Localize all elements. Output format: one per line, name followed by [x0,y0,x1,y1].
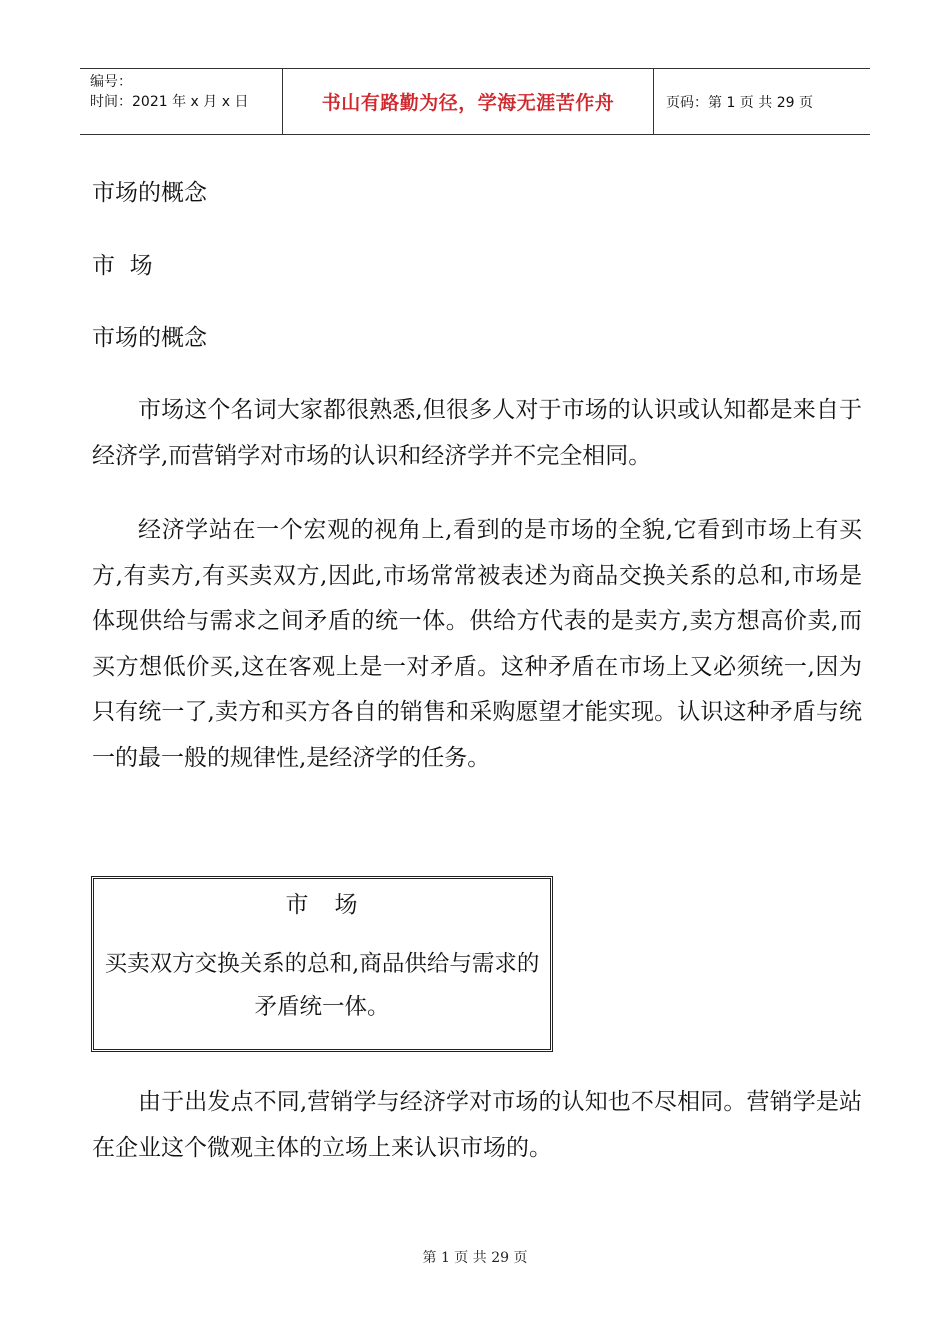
page-footer: 第 1 页 共 29 页 [422,1250,528,1266]
page-header [80,68,870,135]
paragraph-marketing [92,1080,862,1171]
header-page-info: 页码：第 1 页 共 29 页 [666,94,813,111]
definition-title: 市 场 [285,892,359,918]
paragraph-text: 经济学站在一个宏观的视角上,看到的是市场的全貌,它看到市场上有买方,有卖方,有买卖双方,因此,市场常常被表述为商品交换关系的总和,市场是体现供给与需求之间矛盾的统一体。供给方代表的是卖方,卖方想高价卖,而买方想低价买,这在客观上是一对矛盾。这种矛盾在市场上又必须统一,因为只有统一了,卖方和买方各自的销售和采购愿望才能实现。认识这种矛盾与统一的最一般的规律性,是经济学的任务。 [92,517,862,771]
subsection-heading: 市 场 [92,253,153,279]
section-heading: 市场的概念 [92,180,207,206]
paragraph-text: 市场这个名词大家都很熟悉,但很多人对于市场的认识或认知都是来自于经济学,而营销学对市场的认识和经济学并不完全相同。 [92,397,862,469]
paragraph-economics [92,508,862,781]
header-motto: 书山有路勤为径，学海无涯苦作舟 [282,69,654,134]
document-number-label: 编号： [90,74,132,90]
paragraph-intro [92,388,862,479]
document-time-label: 时间：2021 年 x 月 x 日 [90,94,249,110]
header-meta [80,69,282,134]
subsection-title: 市场的概念 [92,325,207,351]
paragraph-text: 由于出发点不同,营销学与经济学对市场的认知也不尽相同。营销学是站在企业这个微观主体的立场上来认识市场的。 [92,1089,862,1161]
definition-text: 买卖双方交换关系的总和,商品供给与需求的矛盾统一体。 [104,951,540,1020]
definition-box [91,876,553,1052]
